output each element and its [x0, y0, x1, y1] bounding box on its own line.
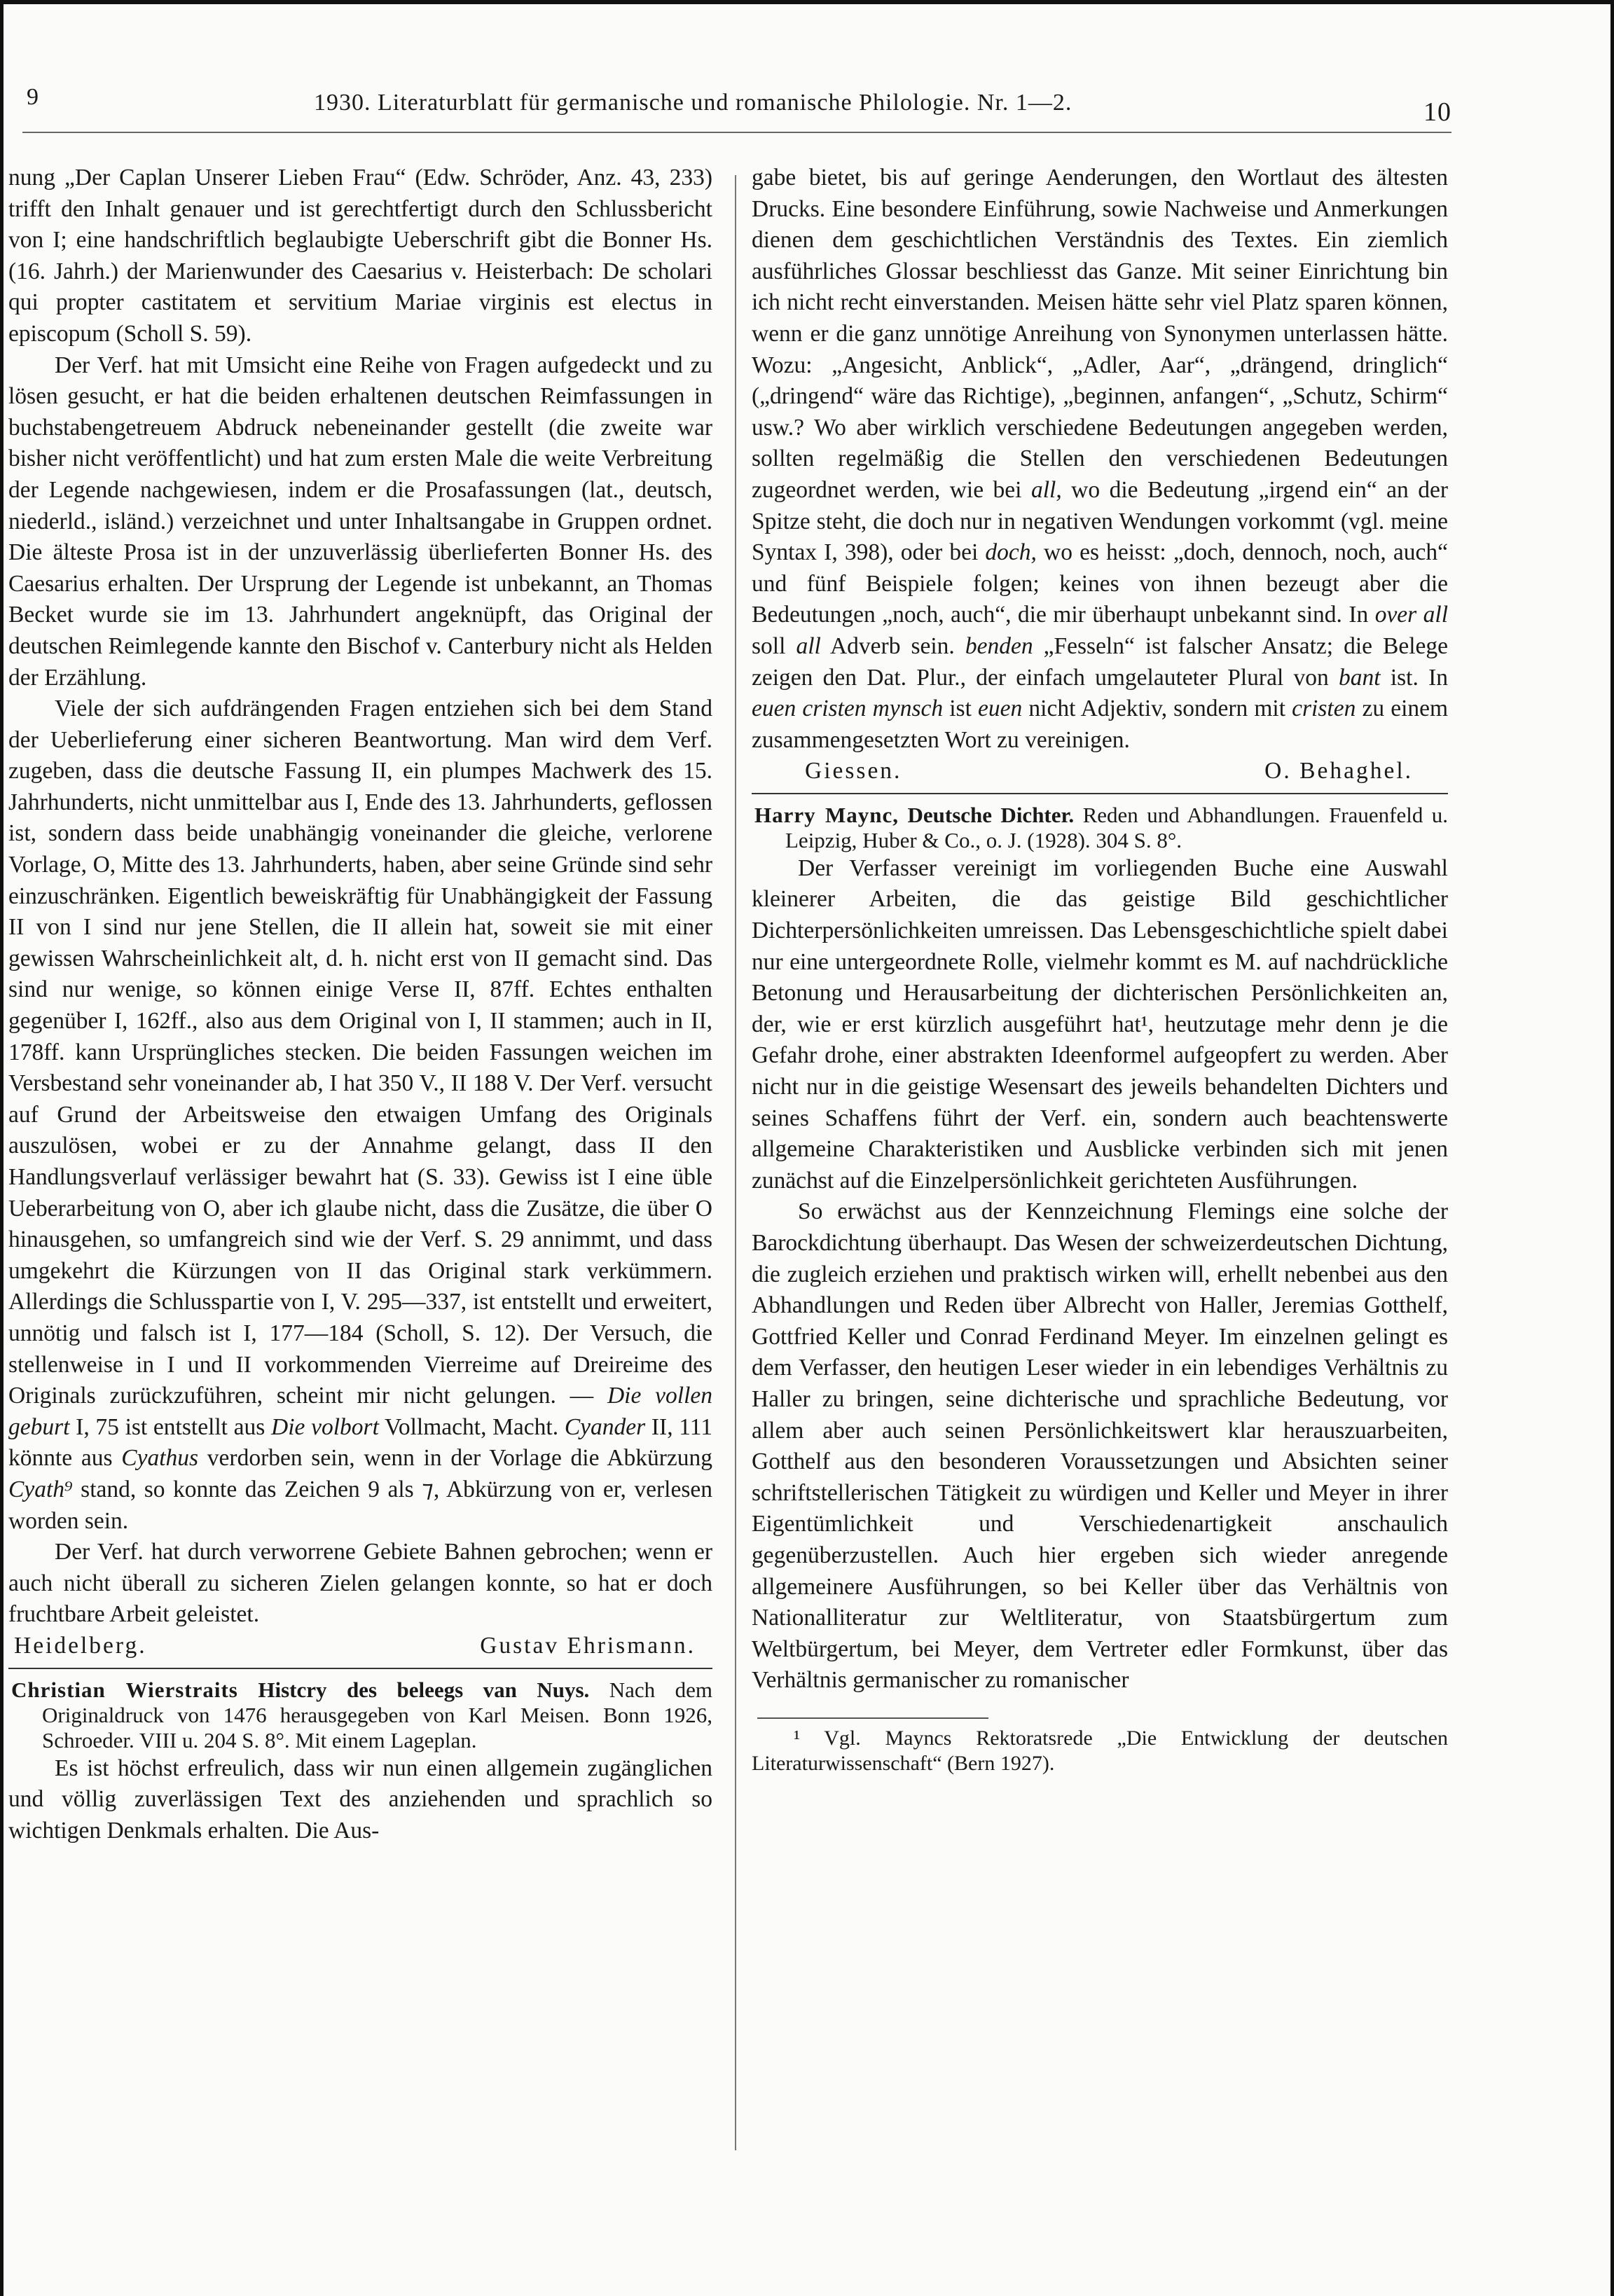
paragraph: nung „Der Caplan Unserer Lieben Frau“ (Edw. Schröder, Anz. 43, 233) trifft den Inhalt genauer und ist gerechtfertigt durch den Schlussbericht von I; eine handschriftlich beglaubigte Ueberschrift gibt die Bonner Hs. (16. Jahrh.) der Marienwunder des Caesarius v. Heisterbach: De scholari qui propter castitatem et servitium Mariae virginis est electus in episcopum (Scholl S. 59). [8, 165, 712, 347]
paragraph: gabe bietet, bis auf geringe Aenderungen, den Wortlaut des ältesten Drucks. Eine besondere Einführung, sowie Nachweise und Anmerkungen dienen dem geschichtlichen Verständnis des Textes. Ein ziemlich ausführliches Glossar beschliesst das Ganze. Mit seiner Einrichtung bin ich nicht recht einverstanden. Meisen hätte sehr viel Platz sparen können, wenn er die ganz unnötige Anreihung von Synonymen unterlassen hätte. Wozu: „Angesicht, Anblick“, „Adler, Aar“, „drängend, dringlich“ („dringend“ wäre das Richtige), „beginnen, anfangen“, „Schutz, Schirm“ usw.? Wo aber wirklich verschiedene Bedeutungen angegeben werden, sollten regelmäßig die Stellen den verschiedenen Bedeutungen zugeordnet werden, wie bei all, wo die Bedeutung „irgend ein“ an der Spitze steht, die doch nur in negativen Wendungen vorkommt (vgl. meine Syntax I, 398), oder bei doch, wo es heisst: „doch, dennoch, noch, auch“ und fünf Beispiele folgen; keines von ihnen bezeugt aber die Bedeutungen „noch, auch“, die mir überhaupt unbekannt sind. In over all soll all Adverb sein. benden „Fesseln“ ist falscher Ansatz; die Belege zeigen den Dat. Plur., der einfach umgelauteter Plural von bant ist. In euen cristen mynsch ist euen nicht Adjektiv, sondern mit cristen zu einem zusammengesetzten Wort zu vereinigen. [752, 165, 1449, 753]
scan-border-top [0, 0, 1614, 4]
review-work: Deutsche Dichter. [907, 802, 1075, 827]
paragraph: Der Verfasser vereinigt im vorliegenden Buche eine Auswahl kleinerer Arbeiten, die das geistige Bild geschichtlicher Dichterpersönlichkeiten umreissen. Das Lebensgeschichtliche spielt dabei nur eine untergeordnete Rolle, vielmehr kommt es M. auf nachdrückliche Betonung und Herausarbeitung der dichterischen Persönlichkeiten an, der, wie er erst kürzlich ausgeführt hat¹, heutzutage mehr denn je die Gefahr drohe, einer abstrakten Ideenformel aufgeopfert zu werden. Aber nicht nur in die geistige Wesensart des jeweils behandelten Dichters und seines Schaffens führt der Verf. ein, sondern auch beachtenswerte allgemeine Charakteristiken und Ausblicke verbinden sich mit jenen zunächst auf die Einzelpersönlichkeit gerichteten Ausführungen. [752, 855, 1448, 1194]
review-work: Histcry des beleegs van Nuys. [258, 1677, 590, 1702]
page-number-right: 10 [1423, 97, 1451, 127]
signature-name: O. Behaghel. [1264, 758, 1413, 784]
signature-name: Gustav Ehrismann. [480, 1632, 696, 1659]
paragraph: So erwächst aus der Kennzeichnung Flemings eine solche der Barockdichtung überhaupt. Das Wesen der schweizerdeutschen Dichtung, die zugleich erziehen und praktisch wirken will, erhellt nebenbei aus den Abhandlungen und Reden über Albrecht von Haller, Jeremias Gotthelf, Gottfried Keller und Conrad Ferdinand Meyer. Im einzelnen gelingt es dem Verfasser, den heutigen Leser wieder in ein lebendiges Verhältnis zu Haller zu bringen, seine dichterische und sprachliche Bedeutung, vor allem aber auch seinen Persönlichkeitswert klar herauszuarbeiten, Gotthelf aus den besonderen Voraussetzungen und Absichten seiner schriftstellerischen Tätigkeit zu würdigen und Keller und Meyer in ihrer Eigentümlichkeit und Verschiedenartigkeit anschaulich gegenüberzustellen. Auch hier ergeben sich wieder anregende allgemeinere Ausführungen, so bei Keller über das Verhältnis von Nationalliteratur zur Weltliteratur, von Staatsbürgertum zum Weltbürgertum, bei Meyer, dem Vertreter edler Formkunst, über das Verhältnis germanischer zu romanischer [752, 1198, 1448, 1694]
page-number-left: 9 [27, 84, 39, 110]
paragraph: Der Verf. hat durch verworrene Gebiete Bahnen gebrochen; wenn er auch nicht überall zu sicheren Zielen gelangen konnte, so hat er doch fruchtbare Arbeit geleistet. [8, 1539, 712, 1628]
left-column [8, 162, 712, 1846]
signature [752, 756, 1448, 787]
header-rule [22, 132, 1451, 133]
review-bibliography: Nach dem Originaldruck von 1476 herausgegeben von Karl Meisen. Bonn 1926, Schroeder. VIII u. 204 S. 8°. Mit einem Lageplan. [42, 1677, 713, 1752]
section-separator [752, 793, 1448, 794]
paragraph: Es ist höchst erfreulich, dass wir nun einen allgemein zugänglichen und völlig zuverlässigen Text des anziehenden und sprachlich so wichtigen Denkmals erhalten. Die Aus- [8, 1755, 712, 1844]
running-header [21, 84, 1457, 126]
paragraph: Viele der sich aufdrängenden Fragen entziehen sich bei dem Stand der Ueberlieferung einer sicheren Beantwortung. Man wird dem Verf. zugeben, dass die deutsche Fassung II, ein plumpes Machwerk des 15. Jahrhunderts, nicht unmittelbar aus I, Ende des 13. Jahrhunderts, geflossen ist, sondern dass beide unabhängig voneinander die gleiche, verlorene Vorlage, O, Mitte des 13. Jahrhunderts, haben, aber seine Gründe sind sehr einzuschränken. Eigentlich beweiskräftig für Unabhängigkeit der Fassung II von I sind nur jene Stellen, die II allein hat, soweit sie mit einer gewissen Wahrscheinlichkeit alt, d. h. nicht erst von II gemacht sind. Das sind nur wenige, so können einige Verse II, 87ff. Echtes enthalten gegenüber I, 162ff., also aus dem Original von I, II stammen; auch in II, 178ff. kann Ursprüngliches stecken. Die beiden Fassungen weichen im Versbestand sehr voneinander ab, I hat 350 V., II 188 V. Der Verf. versucht auf Grund der Arbeitsweise den etwaigen Umfang des Originals auszulösen, wobei er zu der Annahme gelangt, dass II den Handlungsverlauf verlässiger bewahrt hat (S. 33). Gewiss ist I eine üble Ueberarbeitung von O, aber ich glaube nicht, dass die Zusätze, die über O hinausgehen, so umfangreich sind wie der Verf. S. 29 annimmt, und dass umgekehrt die Kürzungen von II das Original stark verkümmern. Allerdings die Schlusspartie von I, V. 295—337, ist entstellt und erweitert, unnötig und falsch ist I, 177—184 (Scholl, S. 12). Der Versuch, die stellenweise in I und II vorkommenden Vierreime auf Dreireime des Originals zurückzuführen, scheint mir nicht gelungen. — Die vollen geburt I, 75 ist entstellt aus Die volbort Vollmacht, Macht. Cyander II, 111 könnte aus Cyathus verdorben sein, wenn in der Vorlage die Abkürzung Cyath⁹ stand, so konnte das Zeichen 9 als ⁊, Abkürzung von er, verlesen worden sein. [8, 696, 713, 1534]
section-separator [8, 1668, 712, 1669]
column-divider [735, 175, 736, 2150]
footnote-rule [757, 1717, 988, 1719]
review-heading [752, 803, 1448, 853]
review-heading [8, 1678, 712, 1753]
scan-border-left [0, 0, 4, 2296]
journal-title: 1930. Literaturblatt für germanische und romanische Philologie. Nr. 1—2. [314, 90, 1072, 116]
right-column [752, 162, 1448, 1776]
review-bibliography: Reden und Abhandlungen. Frauenfeld u. Leipzig, Huber & Co., o. J. (1928). 304 S. 8°. [785, 802, 1449, 852]
paragraph: Der Verf. hat mit Umsicht eine Reihe von Fragen aufgedeckt und zu lösen gesucht, er hat die beiden erhaltenen deutschen Reimfassungen in buchstabengetreuem Abdruck nebeneinander gestellt (die zweite war bisher nicht veröffentlicht) und hat zum ersten Male die weite Verbreitung der Legende nachgewiesen, indem er die Prosafassungen (lat., deutsch, niederld., isländ.) verzeichnet und unter Inhaltsangabe in Gruppen ordnet. Die älteste Prosa ist in der unzuverlässig überlieferten Bonner Hs. des Caesarius erhalten. Der Ursprung der Legende ist unbekannt, an Thomas Becket wurde sie im 13. Jahrhundert angeknüpft, das Original der deutschen Reimlegende kannte den Bischof v. Canterbury nicht als Helden der Erzählung. [8, 352, 712, 691]
signature [8, 1631, 712, 1662]
footnote: ¹ Vgl. Mayncs Rektoratsrede „Die Entwicklung der deutschen Literaturwissenschaft“ (Bern 1927). [752, 1726, 1448, 1775]
review-author: Christian Wierstraits [11, 1677, 238, 1702]
signature-place: Giessen. [805, 758, 902, 784]
scan-border-right [1610, 0, 1614, 2296]
signature-place: Heidelberg. [14, 1632, 147, 1659]
review-author: Harry Maync, [754, 802, 899, 827]
